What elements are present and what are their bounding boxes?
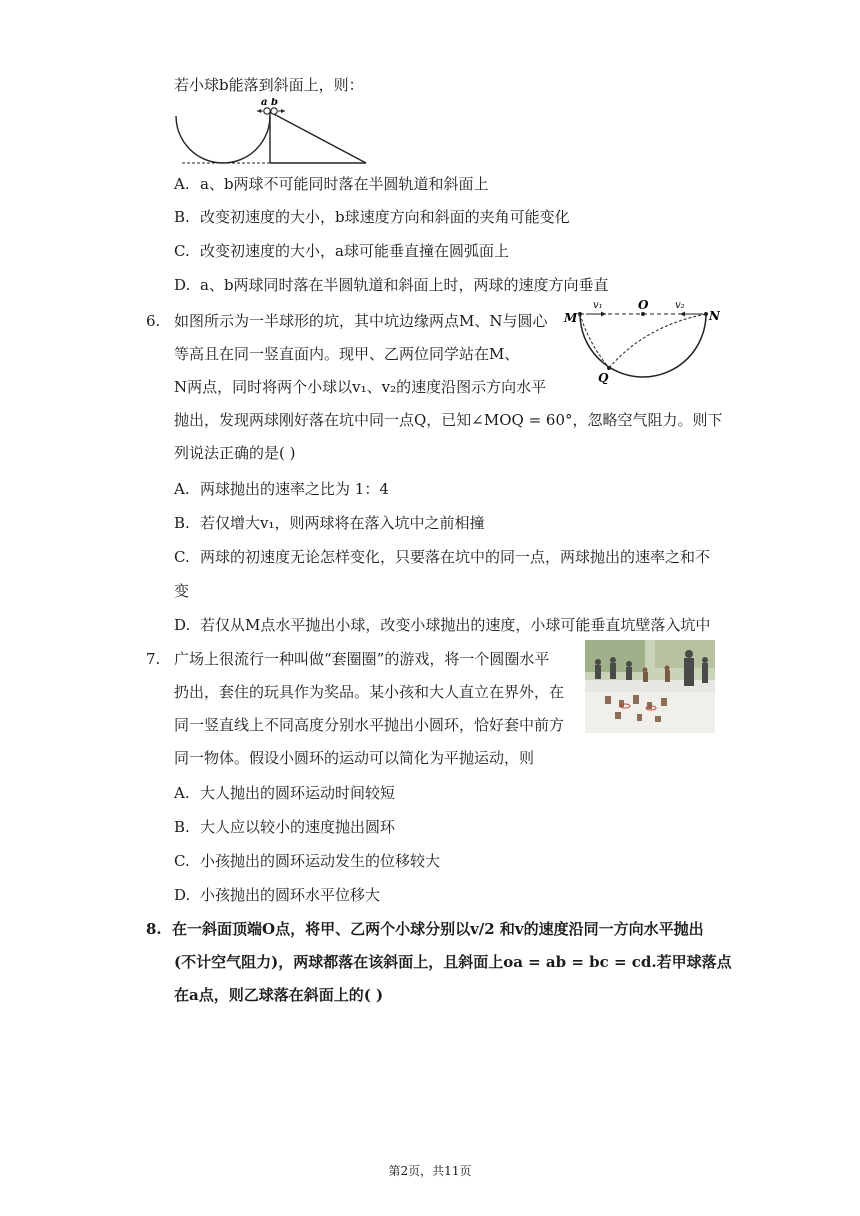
q7-line-2: 扔出，套住的玩具作为奖品。某小孩和大人直立在界外，在: [174, 683, 565, 701]
fig6-label-o: O: [638, 298, 649, 312]
q6-option-b: B. 若仅增大v₁，则两球将在落入坑中之前相撞: [174, 514, 485, 532]
ring-toss-photo: [585, 640, 715, 733]
q7-option-d: D. 小孩抛出的圆环水平位移大: [174, 886, 381, 904]
fig6-label-v2: v₂: [675, 300, 685, 311]
fig6-label-q: Q: [598, 371, 609, 384]
q6-line-3: N两点，同时将两个小球以v₁、v₂的速度沿图示方向水平: [174, 378, 547, 396]
fig6-label-n: N: [709, 309, 720, 323]
q7-number: 7.: [146, 650, 161, 668]
q8-line-1: 在一斜面顶端O点，将甲、乙两个小球分别以v/2 和v的速度沿同一方向水平抛出: [172, 920, 704, 938]
fig5-label-a: a: [261, 98, 268, 108]
fig6-label-v1: v₁: [593, 300, 603, 311]
q5-option-c: C. 改变初速度的大小，a球可能垂直撞在圆弧面上: [174, 242, 509, 260]
fig5-label-b: b: [271, 98, 278, 108]
q6-option-c-cont: 变: [174, 582, 190, 600]
figure-semicircle-incline: [172, 98, 372, 170]
q6-option-d: D. 若仅从M点水平抛出小球，改变小球抛出的速度，小球可能垂直坑壁落入坑中: [174, 616, 711, 634]
q5-option-b: B. 改变初速度的大小，b球速度方向和斜面的夹角可能变化: [174, 208, 570, 226]
q6-number: 6.: [146, 312, 161, 330]
fig6-label-m: M: [564, 311, 578, 325]
q7-line-1: 广场上很流行一种叫做“套圈圈”的游戏，将一个圆圈水平: [174, 650, 550, 668]
q7-option-c: C. 小孩抛出的圆环运动发生的位移较大: [174, 852, 441, 870]
intro-line: 若小球b能落到斜面上，则：: [174, 76, 364, 94]
q6-line-1: 如图所示为一半球形的坑，其中坑边缘两点M、N与圆心: [174, 312, 548, 330]
q7-line-4: 同一物体。假设小圆环的运动可以简化为平抛运动，则: [174, 749, 535, 767]
q8-line-3: 在a点，则乙球落在斜面上的( ): [174, 986, 384, 1004]
q7-option-b: B. 大人应以较小的速度抛出圆环: [174, 818, 396, 836]
page-footer: 第2页，共11页: [388, 1164, 472, 1178]
q8-number: 8.: [146, 920, 162, 938]
q6-line-5: 列说法正确的是( ): [174, 444, 296, 462]
figure-hemisphere-pit: [560, 294, 720, 384]
q5-option-d: D. a、b两球同时落在半圆轨道和斜面上时，两球的速度方向垂直: [174, 276, 609, 294]
q7-option-a: A. 大人抛出的圆环运动时间较短: [174, 784, 396, 802]
q6-option-c: C. 两球的初速度无论怎样变化，只要落在坑中的同一点，两球抛出的速率之和不: [174, 548, 711, 566]
q6-line-2: 等高且在同一竖直面内。现甲、乙两位同学站在M、: [174, 345, 520, 363]
q8-line-2: (不计空气阻力)，两球都落在该斜面上，且斜面上oa = ab = bc = cd.若甲球落点: [174, 953, 732, 971]
q7-line-3: 同一竖直线上不同高度分别水平抛出小圆环，恰好套中前方: [174, 716, 565, 734]
q5-option-a: A. a、b两球不可能同时落在半圆轨道和斜面上: [174, 175, 489, 193]
q6-option-a: A. 两球抛出的速率之比为 1：4: [174, 480, 389, 498]
q6-line-4: 抛出，发现两球刚好落在坑中同一点Q，已知∠MOQ = 60°，忽略空气阻力。则下: [174, 411, 723, 429]
